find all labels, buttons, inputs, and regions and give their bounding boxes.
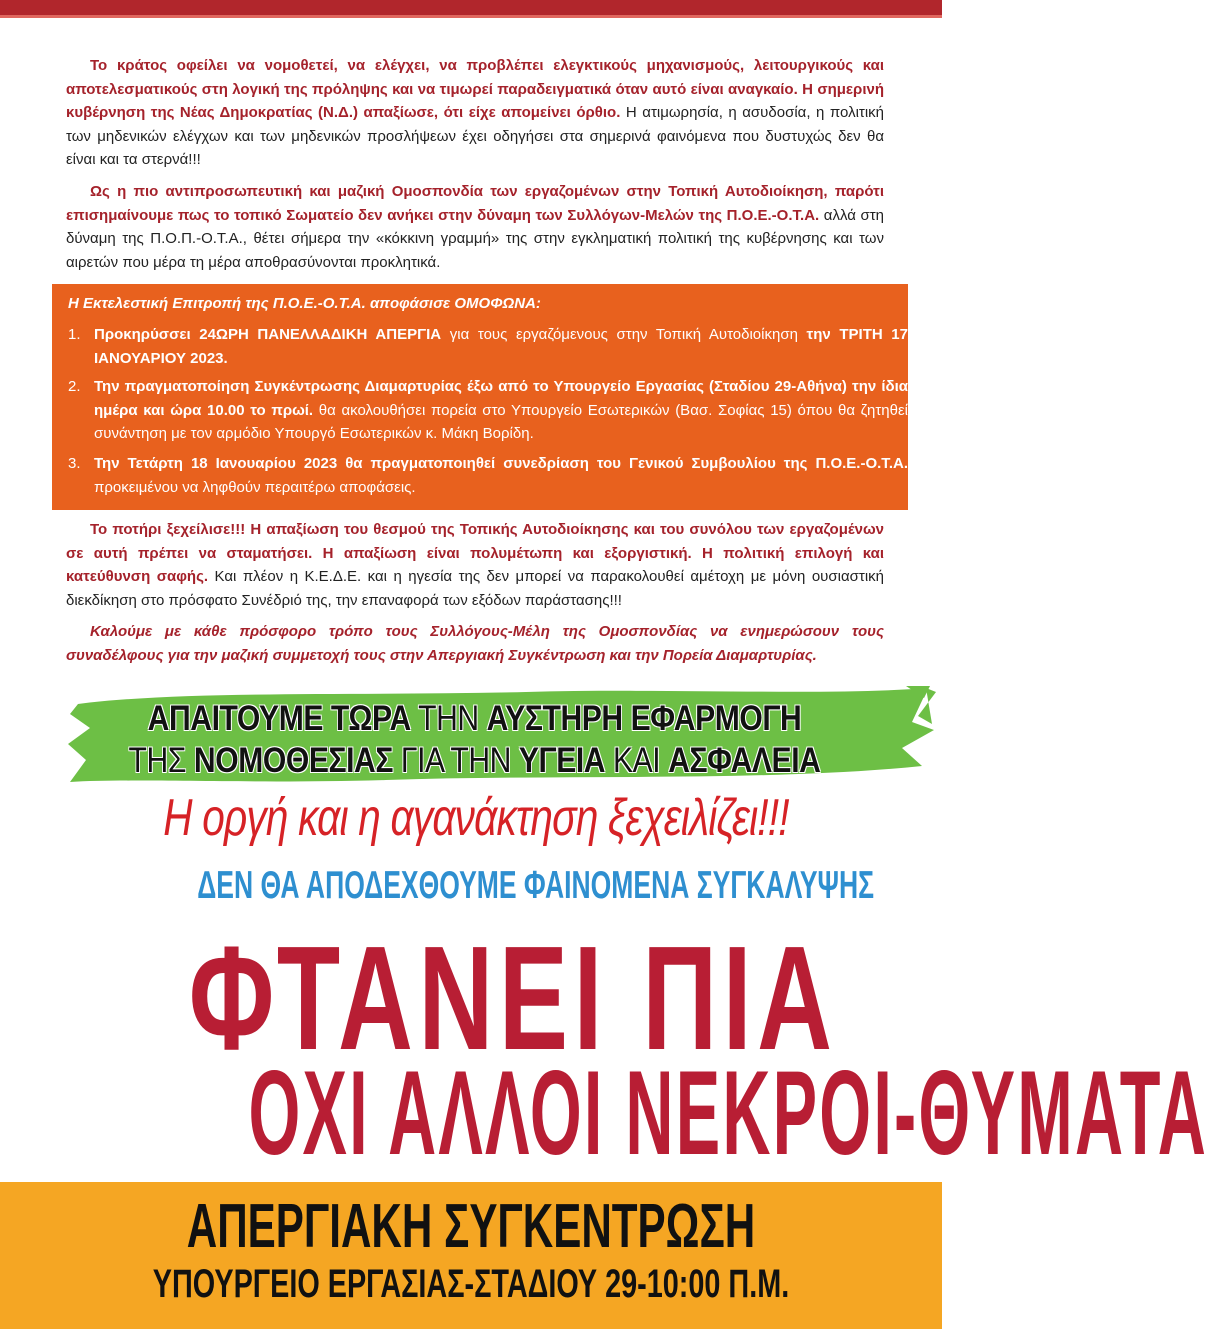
strike-location: ΥΠΟΥΡΓΕΙΟ ΕΡΓΑΣΙΑΣ-ΣΤΑΔΙΟΥ 29-10:00 Π.Μ.	[152, 1262, 790, 1306]
safety-demand-part: ΑΥΣΤΗΡΗ ΕΦΑΡΜΟΓΗ	[486, 699, 802, 738]
safety-demand-part: ΓΙΑ ΤΗΝ	[392, 741, 519, 780]
intro-paragraph-1	[66, 54, 884, 172]
decision-item-2	[68, 375, 908, 446]
no-more-victims-headline: ΟΧΙ ΑΛΛΟΙ ΝΕΚΡΟΙ-ΘΥΜΑΤΑ	[248, 1046, 1208, 1180]
decision-box	[52, 284, 908, 510]
outro-paragraph-1	[66, 518, 884, 612]
enough-headline: ΦΤΑΝΕΙ ΠΙΑ	[189, 916, 838, 1081]
intro-paragraph-2	[66, 180, 884, 274]
cover-up-slogan: ΔΕΝ ΘΑ ΑΠΟΔΕΧΘΟΥΜΕ ΦΑΙΝΟΜΕΝΑ ΣΥΓΚΑΛΥΨΗΣ	[197, 864, 875, 907]
decision-item-emphasis: Την Τετάρτη 18 Ιανουαρίου 2023 θα πραγματοποιηθεί συνεδρίαση του Γενικού Συμβουλίου της Π.Ο.Ε.-Ο.Τ.Α.	[94, 455, 908, 472]
safety-demand-line-2	[66, 740, 883, 782]
decision-item-emphasis: Προκηρύσσει 24ΩΡΗ ΠΑΝΕΛΛΑΔΙΚΗ ΑΠΕΡΓΙΑ	[94, 326, 442, 343]
decision-item-number: 1.	[68, 326, 81, 343]
safety-demand-part: ΚΑΙ	[605, 741, 669, 780]
decision-item-text: θα ακολουθήσει πορεία στο Υπουργείο Εσωτερικών (Βασ. Σοφίας 15) όπου θα ζητηθεί συνάντηση με τον αρμόδιο Υπουργό Εσωτερικών κ. Μάκη Βορίδη.	[94, 401, 909, 442]
safety-demand-part: ΝΟΜΟΘΕΣΙΑΣ	[193, 741, 393, 780]
safety-demand-banner	[66, 698, 883, 782]
decision-item-3	[68, 452, 908, 499]
safety-demand-part: ΑΣΦΑΛΕΙΑ	[668, 741, 821, 780]
decision-item-1	[68, 323, 908, 370]
safety-demand-part: ΥΓΕΙΑ	[518, 741, 606, 780]
anger-slogan: Η οργή και η αγανάκτηση ξεχειλίζει!!!	[163, 789, 789, 847]
decision-item-number: 3.	[68, 455, 81, 472]
safety-demand-part: ΑΠΑΙΤΟΥΜΕ ΤΩΡΑ	[147, 699, 411, 738]
decision-item-number: 2.	[68, 378, 81, 395]
safety-demand-part: ΤΗΝ	[410, 699, 487, 738]
safety-demand-part: ΤΗΣ	[128, 741, 194, 780]
intro-paragraph-2-emphasis: Ως η πιο αντιπροσωπευτική και μαζική Ομοσπονδία των εργαζομένων στην Τοπική Αυτοδιοίκηση, παρότι επισημαίνουμε πως το τοπικό Σωματείο δεν ανήκει στην δύναμη των Συλλόγων-Μελών της Π.Ο.Ε.-Ο.Τ.Α.	[66, 183, 884, 224]
strike-title: ΑΠΕΡΓΙΑΚΗ ΣΥΓΚΕΝΤΡΩΣΗ	[186, 1192, 756, 1261]
outro-paragraph-1-emphasis: Το ποτήρι ξεχείλισε!!! Η απαξίωση του θεσμού της Τοπικής Αυτοδιοίκησης και του συνόλου των εργαζομένων σε αυτή πρέπει να σταματήσει. Η απαξίωση είναι πολυμέτωπη και εξοργιστική. Η πολιτική επιλογή και κατεύθυνση σαφής.	[66, 521, 884, 585]
outro-paragraph-2	[66, 620, 884, 667]
decision-item-text: για τους εργαζόμενους στην Τοπική Αυτοδιοίκηση	[441, 326, 807, 343]
decision-item-emphasis-2: την ΤΡΙΤΗ 17 ΙΑΝΟΥΑΡΙΟΥ 2023.	[94, 326, 908, 367]
decision-item-emphasis: Την πραγματοποίηση Συγκέντρωσης Διαμαρτυρίας έξω από το Υπουργείο Εργασίας (Σταδίου 29-Αθήνα) την ίδια ημέρα και ώρα 10.00 το πρωί.	[94, 378, 908, 419]
top-color-bar	[0, 0, 942, 18]
decision-heading: Η Εκτελεστική Επιτροπή της Π.Ο.Ε.-Ο.Τ.Α. αποφάσισε ΟΜΟΦΩΝΑ:	[68, 295, 541, 312]
outro-paragraph-1-text: Και πλέον η Κ.Ε.Δ.Ε. και η ηγεσία της δεν μπορεί να παρακολουθεί αμέτοχη με μόνη ουσιαστική διεκδίκηση στο πρόσφατο Συνέδριό της, την επαναφορά των εξόδων παράστασης!!!	[66, 568, 884, 609]
intro-paragraph-1-text: Η ατιμωρησία, η ασυδοσία, η πολιτική των μηδενικών ελέγχων και των μηδενικών προσλήψεων έχει οδηγήσει στα σημερινά φαινόμενα που δυστυχώς δεν θα είναι και τα στερνά!!!	[66, 104, 884, 168]
call-to-action-text: Καλούμε με κάθε πρόσφορο τρόπο τους Συλλόγους-Μέλη της Ομοσπονδίας να ενημερώσουν τους συναδέλφους για την μαζική συμμετοχή τους στην Απεργιακή Συγκέντρωση και την Πορεία Διαμαρτυρίας.	[66, 623, 884, 664]
intro-paragraph-1-emphasis: Το κράτος οφείλει να νομοθετεί, να ελέγχει, να προβλέπει ελεγκτικούς μηχανισμούς, λειτουργικούς και αποτελεσματικούς στη λογική της πρόληψης και να τιμωρεί παραδειγματικά όταν αυτό είναι αναγκαίο. Η σημερινή κυβέρνηση της Νέας Δημοκρατίας (Ν.Δ.) απαξίωσε, ότι είχε απομείνει όρθιο.	[66, 57, 884, 121]
safety-demand-line-1	[66, 698, 883, 740]
intro-paragraph-2-text: αλλά στη δύναμη της Π.Ο.Π.-Ο.Τ.Α., θέτει σήμερα την «κόκκινη γραμμή» της στην εγκληματική πολιτική της κυβέρνησης και των αιρετών που μέρα τη μέρα αποθρασύνονται προκλητικά.	[66, 206, 884, 271]
decision-item-text: προκειμένου να ληφθούν περαιτέρω αποφάσεις.	[94, 478, 416, 496]
